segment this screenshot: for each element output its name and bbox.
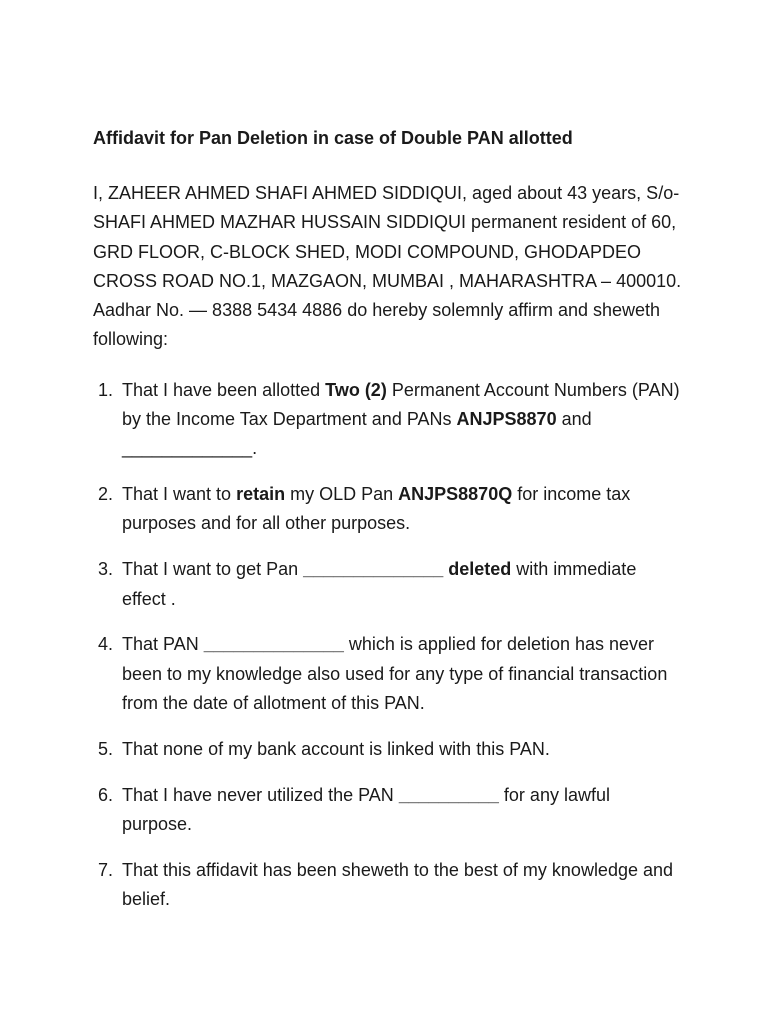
document-title: Affidavit for Pan Deletion in case of Double PAN allotted [93,128,573,148]
item-text: That I want to retain my OLD Pan ANJPS8870Q for income tax purposes and for all other purposes. [122,484,631,534]
list-item [93,555,683,614]
item-text: That I have never utilized the PAN __________ for any lawful purpose. [122,784,610,834]
item-number: 3. [98,559,114,580]
item-text: That PAN ______________ which is applied for deletion has never been to my knowledge also used for any type of financial transaction from the date of allotment of this PAN. [122,634,668,713]
item-text: That none of my bank account is linked with this PAN. [122,738,550,759]
list-item [93,856,683,915]
item-number: 6. [98,784,114,805]
list-item [93,480,683,539]
list-item [93,630,683,718]
list-item [93,376,683,464]
item-number: 2. [98,484,114,505]
list-item [93,781,683,840]
item-text: That this affidavit has been sheweth to the best of my knowledge and belief. [122,859,674,909]
affidavit-document [93,124,683,931]
item-number: 1. [98,379,114,400]
item-number: 5. [98,738,114,759]
item-text: That I have been allotted Two (2) Permanent Account Numbers (PAN) by the Income Tax Department and PANs ANJPS8870 and _____________. [122,379,680,459]
affirmation-list [93,376,683,914]
item-text: That I want to get Pan ______________ deleted with immediate effect . [122,559,637,609]
item-number: 7. [98,859,114,880]
item-number: 4. [98,634,114,655]
list-item [93,735,683,764]
intro-paragraph: I, ZAHEER AHMED SHAFI AHMED SIDDIQUI, aged about 43 years, S/o- SHAFI AHMED MAZHAR HUSSAIN SIDDIQUI permanent resident of 60, GRD FLOOR, C-BLOCK SHED, MODI COMPOUND, GHODAPDEO CROSS ROAD NO.1, MAZGAON, MUMBAI , MAHARASHTRA – 400010. Aadhar No. — 8388 5434 4886 do hereby solemnly affirm and sheweth following: [93,183,682,350]
